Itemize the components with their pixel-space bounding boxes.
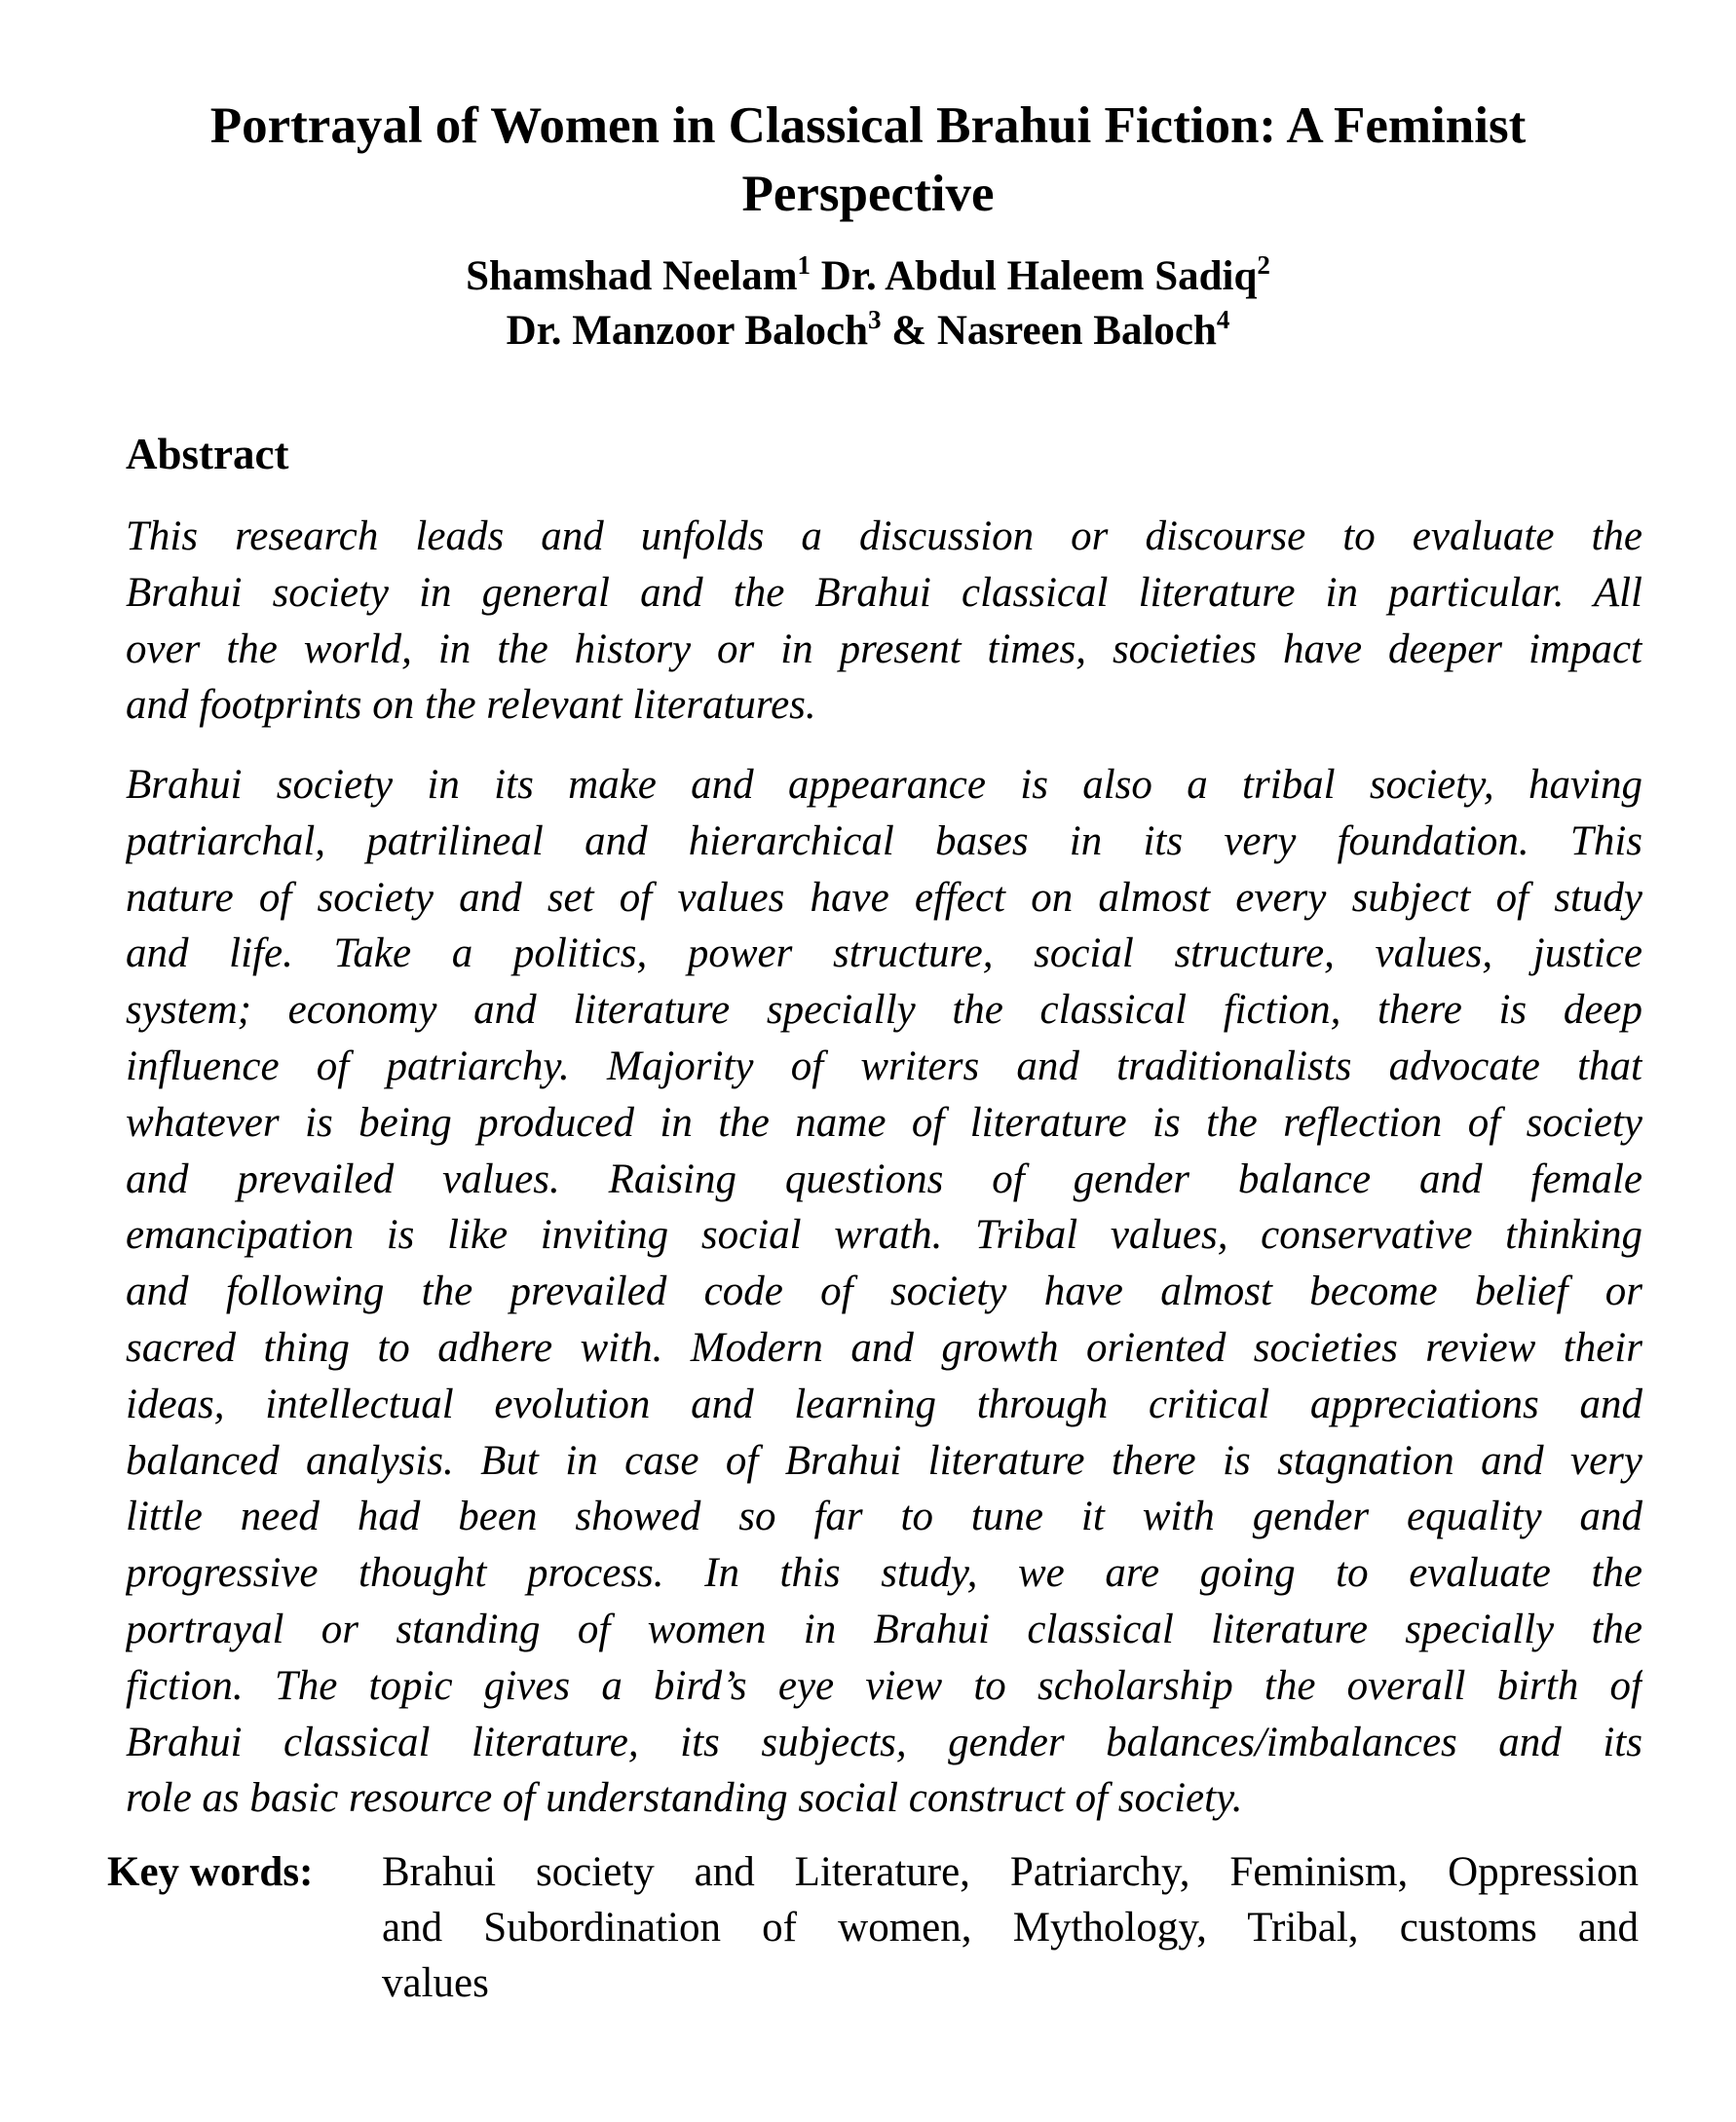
text-line: nature of society and set of values have effect on almost every subject of study [126, 874, 1642, 921]
affiliation-marker: 4 [1216, 305, 1230, 334]
text-line: Brahui society in general and the Brahui classical literature in particular. All [126, 569, 1642, 616]
text-line: sacred thing to adhere with. Modern and growth oriented societies review their [126, 1324, 1642, 1371]
title-line-1: Portrayal of Women in Classical Brahui Fiction: A Feminist [209, 97, 1527, 154]
affiliation-marker: 1 [797, 250, 811, 280]
text-line: and footprints on the relevant literatures. [126, 682, 816, 729]
affiliation-marker: 3 [868, 305, 882, 334]
paper-title [97, 92, 1639, 228]
author-line-2 [97, 304, 1639, 359]
title-line-2: Perspective [741, 166, 995, 222]
abstract-paragraph-2 [126, 757, 1642, 1827]
text-line: Brahui classical literature, its subjects, gender balances/imbalances and its [126, 1719, 1642, 1765]
author-connector: & [891, 308, 927, 354]
text-line: over the world, in the history or in present times, societies have deeper impact [126, 625, 1642, 672]
affiliation-marker: 2 [1257, 250, 1270, 280]
author-name: Nasreen Baloch [936, 308, 1217, 354]
text-line: patriarchal, patrilineal and hierarchical bases in its very foundation. This [126, 817, 1642, 864]
keywords-list [382, 1844, 1639, 2011]
keywords-line: Brahui society and Literature, Patriarchy, Feminism, Oppression [382, 1849, 1639, 1895]
author-name: Dr. Manzoor Baloch [506, 308, 869, 354]
text-line: progressive thought process. In this study, we are going to evaluate the [126, 1550, 1642, 1597]
abstract-heading: Abstract [126, 430, 289, 478]
text-line: influence of patriarchy. Majority of writers and traditionalists advocate that [126, 1042, 1642, 1089]
author-name: Dr. Abdul Haleem Sadiq [820, 253, 1258, 299]
text-line: portrayal or standing of women in Brahui classical literature specially the [126, 1606, 1642, 1652]
text-line: Brahui society in its make and appearance is also a tribal society, having [126, 762, 1642, 808]
text-line: and prevailed values. Raising questions of gender balance and female [126, 1156, 1642, 1202]
text-line: system; economy and literature specially the classical fiction, there is deep [126, 987, 1642, 1034]
keywords-line: and Subordination of women, Mythology, Tribal, customs and [382, 1905, 1639, 1951]
text-line: and life. Take a politics, power structure, social structure, values, justice [126, 930, 1642, 977]
author-list [97, 249, 1639, 359]
text-line: balanced analysis. But in case of Brahui literature there is stagnation and very [126, 1437, 1642, 1484]
text-line: whatever is being produced in the name of literature is the reflection of society [126, 1099, 1642, 1146]
author-name: Shamshad Neelam [466, 253, 798, 299]
abstract-paragraph-1 [126, 509, 1642, 734]
text-line: ideas, intellectual evolution and learning through critical appreciations and [126, 1381, 1642, 1427]
text-line: little need had been showed so far to tune it with gender equality and [126, 1494, 1642, 1540]
text-line: and following the prevailed code of society have almost become belief or [126, 1269, 1642, 1315]
keywords-label: Key words: [107, 1849, 314, 1895]
text-line: emancipation is like inviting social wrath. Tribal values, conservative thinking [126, 1212, 1642, 1259]
text-line: This research leads and unfolds a discussion or discourse to evaluate the [126, 513, 1642, 559]
text-line: fiction. The topic gives a bird’s eye view to scholarship the overall birth of [126, 1662, 1642, 1709]
keywords-line: values [382, 1960, 489, 2006]
author-line-1 [97, 249, 1639, 304]
text-line: role as basic resource of understanding social construct of society. [126, 1775, 1243, 1822]
